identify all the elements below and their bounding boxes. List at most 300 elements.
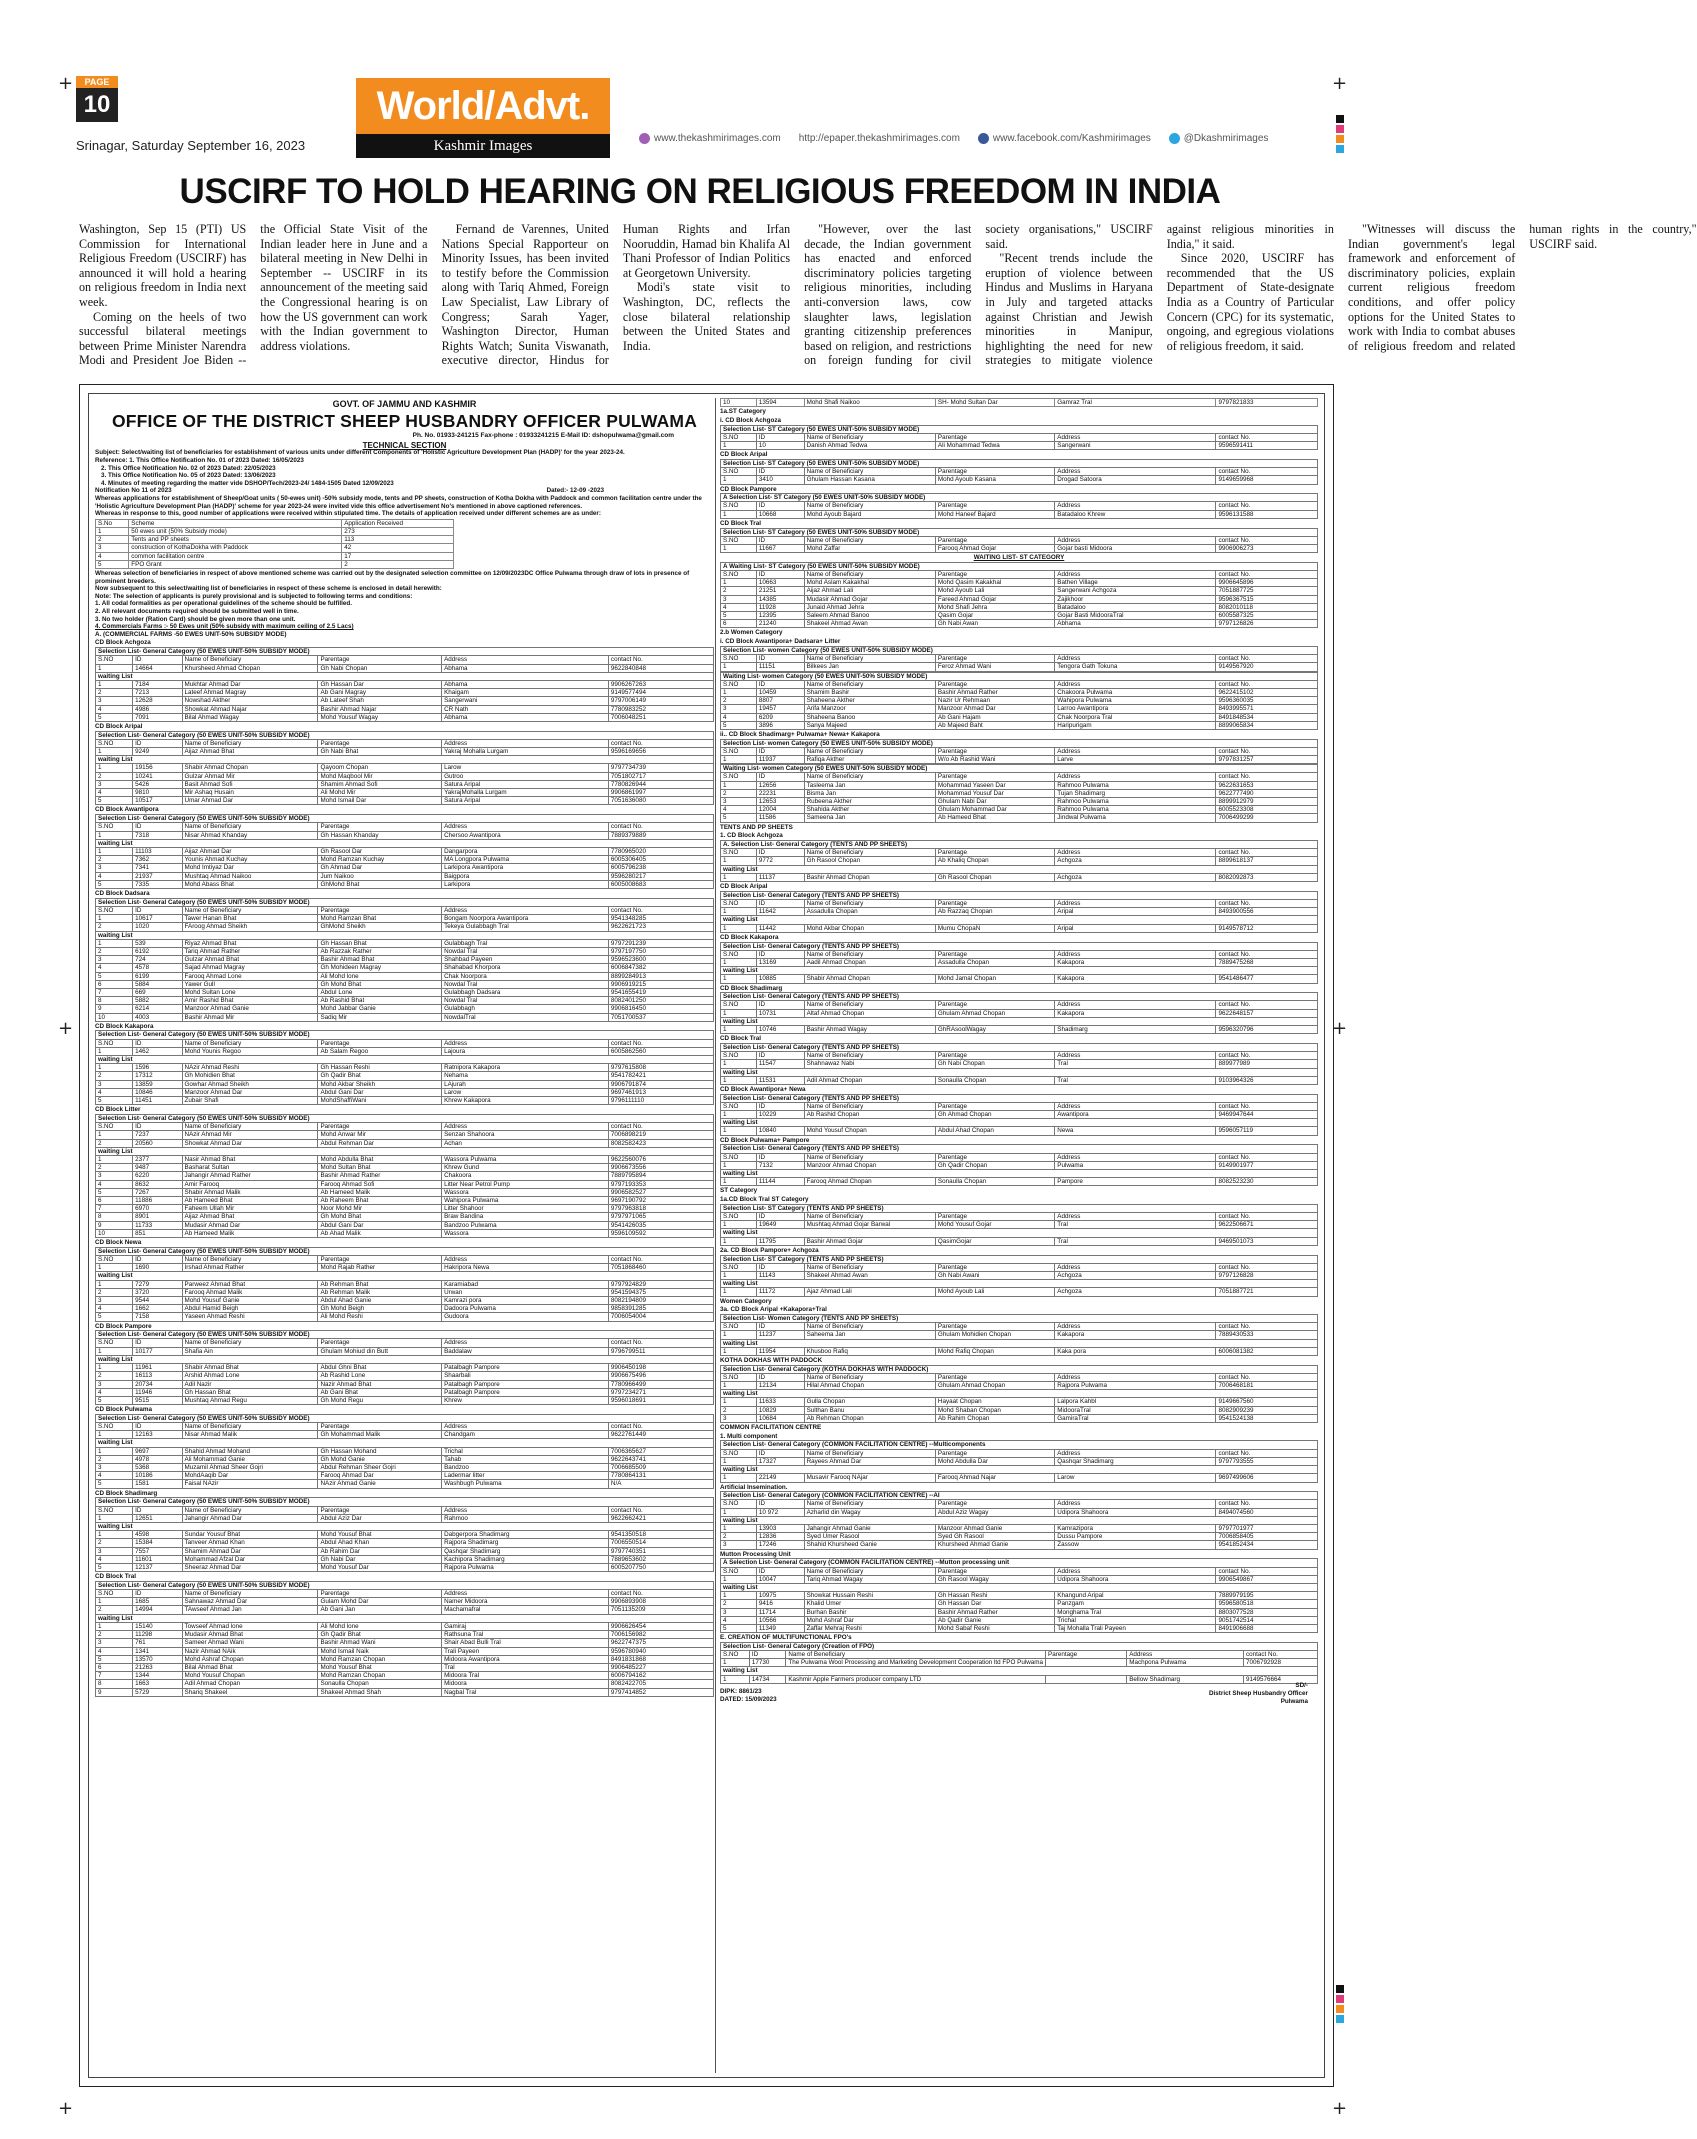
table-cell: S.NO — [721, 502, 757, 510]
table-cell: 8082092873 — [1216, 873, 1318, 881]
table-row — [721, 1608, 1318, 1616]
table-cell: 9797793555 — [1216, 1457, 1318, 1465]
table-cell: Name of Beneficiary — [804, 502, 935, 510]
table-cell: Ab Lateef Shah — [318, 697, 442, 705]
table-cell: 1 — [96, 528, 129, 536]
table-cell: Gamraz Tral — [1055, 399, 1216, 407]
table-caption-row — [96, 1031, 714, 1039]
table-cell: Ab Rahim Dar — [318, 1547, 442, 1555]
table-cell: 9596057119 — [1216, 1127, 1318, 1135]
table-cell: Manzoor Ahmad Dar — [935, 705, 1054, 713]
table-cell: Qashqar Shadimarg — [1055, 1457, 1216, 1465]
waiting-list-label: waiting List — [721, 1068, 1318, 1076]
table-cell: 4 — [96, 1472, 133, 1480]
cd-block — [720, 934, 1318, 984]
block-title: CD Block Aripal — [720, 451, 768, 459]
table-cell: 7051135209 — [608, 1606, 713, 1614]
waiting-list-row — [721, 1583, 1318, 1591]
table-cell: ID — [133, 823, 182, 831]
table-header-row — [721, 1001, 1318, 1009]
table-cell: Burhan Bashir — [804, 1608, 935, 1616]
table-cell: Parentage — [935, 1449, 1054, 1457]
table-row — [96, 1213, 714, 1221]
waiting-list-heading: WAITING LIST- ST CATEGORY — [973, 554, 1065, 562]
table-cell: 669 — [133, 988, 182, 996]
table-row — [96, 664, 714, 672]
table-cell: ID — [756, 899, 804, 907]
table-cell: 5729 — [133, 1688, 182, 1696]
beneficiary-table — [720, 992, 1318, 1034]
table-cell: Shair Abad Bulli Tral — [442, 1639, 609, 1647]
cd-block — [720, 1634, 1318, 1684]
block-title: Mutton Processing Unit — [720, 1550, 791, 1558]
table-cell: Ghulam Ahmad Chopan — [935, 1009, 1054, 1017]
table-caption-row — [96, 1581, 714, 1589]
table-cell: Address — [1055, 680, 1216, 688]
table-cell: ID — [756, 536, 804, 544]
table-cell: contact No. — [1216, 1500, 1318, 1508]
table-row — [96, 1396, 714, 1404]
table-cell: Name of Beneficiary — [804, 1213, 935, 1221]
table-cell: 1 — [721, 1382, 757, 1390]
table-cell: Nowshad Akther — [182, 697, 318, 705]
waiting-list-row — [96, 1439, 714, 1447]
table-row — [721, 1111, 1318, 1119]
table-cell: 9858391285 — [608, 1305, 713, 1313]
table-cell: Larroo Awantipora — [1055, 705, 1216, 713]
table-cell: ID — [756, 502, 804, 510]
table-cell: S.NO — [721, 950, 757, 958]
condition: 1. All codal formalities as per operational guidelines of the scheme should be fulfilled. — [95, 600, 352, 608]
table-cell: Ghulam Mohiud din Butt — [318, 1347, 442, 1355]
table-cell: 9772 — [756, 857, 804, 865]
table-cell: Name of Beneficiary — [804, 899, 935, 907]
table-cell: Mohd Anwar Mir — [318, 1131, 442, 1139]
beneficiary-table — [720, 1144, 1318, 1186]
cd-block — [95, 1573, 714, 1697]
table-cell: ID — [749, 1651, 785, 1659]
table-cell: Abdul Gani Dar — [318, 1221, 442, 1229]
table-cell: Ali Mohammad Tedwa — [935, 442, 1054, 450]
table-cell: Gamiraj — [442, 1622, 609, 1630]
table-cell: Rafiqa Akther — [804, 756, 935, 764]
table-cell: Shabir Ahmad Chopan — [804, 975, 935, 983]
signature-line: Pulwama — [1280, 1697, 1308, 1705]
table-row — [96, 680, 714, 688]
table-cell: 4598 — [133, 1531, 182, 1539]
table-cell: 3 — [721, 705, 757, 713]
table-cell: Ab Rehman Chopan — [804, 1414, 935, 1422]
table-row — [96, 1464, 714, 1472]
table-header-row — [96, 1039, 714, 1047]
table-caption-row — [96, 648, 714, 656]
table-cell: 7 — [96, 1672, 133, 1680]
table-cell: 9622621723 — [608, 923, 713, 931]
table-cell: Gh Hassan Bhat — [182, 1388, 318, 1396]
epaper-link[interactable]: http://epaper.thekashmirimages.com — [798, 133, 960, 145]
table-cell: 11601 — [133, 1555, 182, 1563]
table-cell: contact No. — [1244, 1651, 1318, 1659]
table-cell: Name of Beneficiary — [804, 1052, 935, 1060]
table-cell: Mumu ChopaN — [935, 924, 1054, 932]
table-cell: 3 — [721, 595, 757, 603]
section-subtitle: Kashmir Images — [356, 134, 610, 158]
cd-block — [95, 1406, 714, 1489]
table-cell: Noor Mohd Mir — [318, 1205, 442, 1213]
beneficiary-table — [95, 1247, 714, 1322]
selection-caption: Selection List- General Category (Creation of FPO) — [721, 1642, 1318, 1650]
table-cell: 1 — [96, 664, 133, 672]
table-cell: Saleem Ahmad Banoo — [804, 612, 935, 620]
headline: USCIRF TO HOLD HEARING ON RELIGIOUS FREEDOM IN INDIA — [179, 172, 1221, 211]
table-cell: 7006685509 — [608, 1464, 713, 1472]
cd-block — [720, 672, 1318, 730]
table-caption-row — [721, 1094, 1318, 1102]
table-cell: Address — [1055, 1500, 1216, 1508]
table-cell: Parentage — [318, 656, 442, 664]
table-caption-row — [96, 1498, 714, 1506]
table-row — [96, 1431, 714, 1439]
table-cell: 7557 — [133, 1547, 182, 1555]
govt-heading: GOVT. OF JAMMU AND KASHMIR — [332, 399, 477, 409]
table-cell: 8491831868 — [608, 1655, 713, 1663]
table-cell: Address — [442, 1339, 609, 1347]
table-cell: Monghama Tral — [1055, 1608, 1216, 1616]
table-cell: Gojar basti Midoora — [1055, 544, 1216, 552]
category-heading: 1a.ST Category — [720, 408, 766, 416]
table-cell — [1046, 1659, 1127, 1667]
table-cell: 1 — [96, 1131, 133, 1139]
table-cell: Name of Beneficiary — [182, 1255, 318, 1263]
scheme-table — [95, 519, 454, 569]
facebook-link[interactable]: www.facebook.com/Kashmirimages — [978, 133, 1151, 144]
table-cell: 7006499299 — [1216, 814, 1318, 822]
table-cell: 1 — [96, 1156, 133, 1164]
table-cell: S.No — [96, 519, 129, 527]
table-cell: Address — [1055, 1567, 1216, 1575]
table-cell: 9622415102 — [1216, 688, 1318, 696]
table-cell: Kamrazipora — [1055, 1525, 1216, 1533]
globe-icon — [639, 133, 650, 144]
table-cell: Mohd Maqbool Mir — [318, 772, 442, 780]
page-number: 10 — [76, 88, 118, 122]
beneficiary-table — [95, 814, 714, 889]
table-row — [96, 1606, 714, 1614]
table-row — [721, 612, 1318, 620]
table-cell: Abdul Rehman Sheer Gojri — [318, 1464, 442, 1472]
table-cell: ID — [133, 1255, 182, 1263]
table-cell: Mohd Ramzan Kuchay — [318, 856, 442, 864]
table-cell: Nazir Ahmad Bhat — [318, 1380, 442, 1388]
table-cell: Manzoor Ahmad Ganie — [182, 1005, 318, 1013]
table-row — [96, 748, 714, 756]
table-cell: Mohd Rajab Rather — [318, 1264, 442, 1272]
table-cell: 1 — [96, 1280, 133, 1288]
table-cell: GhRAsoolWagay — [935, 1026, 1054, 1034]
table-cell: 4986 — [133, 705, 182, 713]
cd-block — [720, 520, 1318, 562]
table-cell: Rubeena Akther — [804, 798, 935, 806]
table-row — [96, 972, 714, 980]
table-row — [96, 1364, 714, 1372]
cd-block — [720, 1086, 1318, 1136]
table-cell: Gojar Basti MidooraTral — [1055, 612, 1216, 620]
table-cell: 9541486477 — [1216, 975, 1318, 983]
table-cell: Parweez Ahmad Bhat — [182, 1280, 318, 1288]
dipk-number: DIPK: 8861/23 — [720, 1687, 762, 1695]
story-paragraph: Coming on the heels of two successful bilateral meetings between Prime Minister Narendra Modi and President Joe Biden -- the Official State Visit of the Indian leader here in June and a bilateral meeting in New Delhi in September -- USCIRF in its announcement of the meeting said the Congressional hearing is on how the US government can work with the Indian government to address violations. — [79, 222, 428, 368]
table-row — [721, 1541, 1318, 1549]
table-cell: S.NO — [721, 468, 757, 476]
table-cell: Parentage — [935, 1001, 1054, 1009]
table-cell: 10 — [756, 442, 804, 450]
table-cell: 1344 — [133, 1672, 182, 1680]
website-link[interactable]: www.thekashmirimages.com — [639, 133, 781, 144]
table-cell: 4 — [96, 1388, 133, 1396]
table-cell: 9797971065 — [608, 1213, 713, 1221]
table-cell: Name of Beneficiary — [804, 773, 935, 781]
table-cell: 9541524138 — [1216, 1414, 1318, 1422]
table-cell: Aripal — [1055, 924, 1216, 932]
table-cell: 3 — [96, 1464, 133, 1472]
beneficiary-table — [720, 459, 1318, 485]
selection-caption: A Waiting List- ST Category (50 EWES UNIT-50% SUBSIDY MODE) — [721, 562, 1318, 570]
table-cell: Shahbad Payeen — [442, 956, 609, 964]
table-header-row — [721, 433, 1318, 441]
table-cell: contact No. — [1216, 1153, 1318, 1161]
table-cell: 4 — [96, 872, 133, 880]
table-cell: 2 — [96, 1539, 133, 1547]
table-cell: 5 — [96, 880, 133, 888]
table-cell: Address — [1055, 1001, 1216, 1009]
table-cell: Address — [442, 823, 609, 831]
table-cell: Parentage — [935, 536, 1054, 544]
table-cell: 9797701977 — [1216, 1525, 1318, 1533]
table-cell: Mohd Akbar Sheikh — [318, 1080, 442, 1088]
table-cell: 8901 — [133, 1213, 182, 1221]
table-cell: Trichal — [1055, 1616, 1216, 1624]
table-cell: ID — [756, 468, 804, 476]
table-cell: 1 — [721, 924, 757, 932]
block-title: 3a. CD Block Aripal +Kakapora+Tral — [720, 1306, 827, 1314]
table-cell: Showkat Ahmad Dar — [182, 1139, 318, 1147]
table-row — [96, 1197, 714, 1205]
table-cell: 3 — [96, 1639, 133, 1647]
table-cell: 7051887721 — [1216, 1288, 1318, 1296]
block-title: ii.. CD Block Shadimarg+ Pulwama+ Newa+ Kakapora — [720, 730, 880, 738]
table-cell: Address — [1127, 1651, 1244, 1659]
table-row — [96, 1639, 714, 1647]
table-cell: 10746 — [756, 1026, 804, 1034]
table-cell: 1 — [721, 442, 757, 450]
table-cell: Tawer Hanan Bhat — [182, 915, 318, 923]
story-paragraph: Modi's state visit to Washington, DC, reflects the close bilateral relationship between the United States and India. — [622, 280, 791, 353]
table-cell: 10840 — [756, 1127, 804, 1135]
table-cell: Nowdal Tral — [442, 947, 609, 955]
table-cell: Gh Hassan Khanday — [318, 831, 442, 839]
table-cell: Jum Naikoo — [318, 872, 442, 880]
table-cell: 9 — [96, 1688, 133, 1696]
table-cell: ID — [756, 1263, 804, 1271]
table-cell: Parentage — [935, 680, 1054, 688]
table-cell: contact No. — [608, 823, 713, 831]
table-cell: contact No. — [1216, 773, 1318, 781]
category-heading: E. CREATION OF MULTIFUNCTIONAL FPO's — [720, 1634, 852, 1642]
table-row — [721, 814, 1318, 822]
waiting-list-row — [721, 1339, 1318, 1347]
table-cell: Mohd Shaban Chopan — [935, 1406, 1054, 1414]
waiting-list-label: waiting List — [721, 1017, 1318, 1025]
table-row — [96, 1647, 714, 1655]
table-cell: contact No. — [1216, 468, 1318, 476]
table-cell: 9797234271 — [608, 1388, 713, 1396]
condition: 4. Commercials Farms :- 50 Ewes unit (50% subsidy with maximum ceiling of 2.5 Lacs) — [95, 623, 354, 631]
table-cell: contact No. — [1216, 502, 1318, 510]
table-header-row — [721, 1651, 1318, 1659]
table-cell: S.NO — [721, 536, 757, 544]
table-row — [721, 688, 1318, 696]
notification-date: Dated:- 12-09 -2023 — [546, 487, 604, 495]
table-cell: Sulthan Banu — [804, 1406, 935, 1414]
table-row — [96, 1229, 714, 1237]
table-cell: Shabir Ahmad Bhat — [182, 1364, 318, 1372]
table-cell: Chak Noorpora — [442, 972, 609, 980]
table-cell: 2 — [96, 772, 133, 780]
table-cell: Mohd Yousuf Ganie — [182, 1296, 318, 1304]
beneficiary-table — [95, 898, 714, 1022]
table-cell: 7051700537 — [608, 1013, 713, 1021]
reference: Reference: 1. This Office Notification No. 01 of 2023 Dated: 16/05/2023 — [95, 457, 304, 464]
table-cell: 11143 — [756, 1271, 804, 1279]
beneficiary-table — [720, 1558, 1318, 1633]
table-cell: 7279 — [133, 1280, 182, 1288]
selection-caption: Waiting List- women Category (50 EWES UNIT-50% SUBSIDY MODE) — [721, 765, 1318, 773]
table-cell: Aijaz Ahmad Dar — [182, 848, 318, 856]
table-cell: MohdShaffiWani — [318, 1097, 442, 1105]
table-row — [96, 939, 714, 947]
table-cell: Larow — [442, 1088, 609, 1096]
waiting-list-label: waiting List — [721, 967, 1318, 975]
table-cell: Ghulam Mohammad Dar — [935, 806, 1054, 814]
table-cell: Mohd Qasim Kakakhal — [935, 579, 1054, 587]
table-header-row — [721, 773, 1318, 781]
table-cell: 9541782421 — [608, 1072, 713, 1080]
table-cell: 10975 — [756, 1592, 804, 1600]
table-row — [721, 798, 1318, 806]
category-heading: A. (COMMERCIAL FARMS -50 EWES UNIT-50% SUBSIDY MODE) — [95, 630, 287, 638]
table-cell: Gh Hassan Dar — [935, 1600, 1054, 1608]
table-cell: 1341 — [133, 1647, 182, 1655]
table-cell: 3 — [721, 798, 757, 806]
waiting-list-row — [721, 1667, 1318, 1675]
table-cell: contact No. — [608, 739, 713, 747]
table-row — [96, 1547, 714, 1555]
table-row — [721, 975, 1318, 983]
table-cell: 10241 — [133, 772, 182, 780]
waiting-list-label: waiting List — [96, 1147, 714, 1155]
table-row — [96, 1156, 714, 1164]
table-cell: Patalbagh Pampore — [442, 1380, 609, 1388]
selection-caption: Selection List- General Category (TENTS AND PP SHEETS) — [721, 1043, 1318, 1051]
table-cell: Gh Nabi Chopan — [935, 1060, 1054, 1068]
table-cell: Nazir Ahmad NAik — [182, 1647, 318, 1655]
table-cell: 8082401250 — [608, 997, 713, 1005]
table-cell: Address — [1055, 950, 1216, 958]
registration-mark: + — [1332, 73, 1348, 94]
reference: 3. This Office Notification No. 05 of 2023 Dated: 13/06/2023 — [101, 472, 276, 480]
table-cell: 7362 — [133, 856, 182, 864]
table-cell: Parentage — [318, 823, 442, 831]
table-cell: 1 — [96, 764, 133, 772]
cd-block — [720, 1137, 1318, 1187]
table-cell: 8 — [96, 1213, 133, 1221]
table-cell: 6005523308 — [1216, 806, 1318, 814]
table-cell: The Pulwama Wool Processing and Marketing Development Cooperation ltd FPO Pulwama — [786, 1659, 1046, 1667]
table-cell: 9469501073 — [1216, 1237, 1318, 1245]
table-cell: Mohd Yousuf Dar — [318, 1563, 442, 1571]
waiting-list-label: waiting List — [96, 931, 714, 939]
table-cell: Tengora Gath Tokuna — [1055, 663, 1216, 671]
table-row — [721, 1009, 1318, 1017]
table-cell: 6970 — [133, 1205, 182, 1213]
table-cell: FPO Grant — [129, 560, 342, 568]
category-heading: Women Category — [720, 1297, 772, 1305]
table-cell: Name of Beneficiary — [182, 1339, 318, 1347]
table-cell: 6005796238 — [608, 864, 713, 872]
twitter-link[interactable]: @Dkashmirimages — [1169, 133, 1269, 144]
table-cell: 11954 — [756, 1347, 804, 1355]
table-row — [721, 1237, 1318, 1245]
table-cell: LAjurah — [442, 1080, 609, 1088]
table-cell: 7006054004 — [608, 1313, 713, 1321]
table-cell: 5 — [96, 797, 133, 805]
story-paragraph: "Recent trends include the eruption of violence between Hindus and Muslims in Haryana in July and targeted attacks against Christian and Jewish minorities in Manipur, highlighting the need for new strategies to mitigate violence against religious minorities in India," it said. — [985, 222, 1334, 368]
table-cell: contact No. — [1216, 655, 1318, 663]
table-cell: 1 — [96, 680, 133, 688]
table-row — [96, 780, 714, 788]
table-cell: Mohd Ashraf Chopan — [182, 1655, 318, 1663]
cd-block — [95, 1323, 714, 1406]
table-cell: 14385 — [756, 595, 804, 603]
table-cell: 9906861997 — [608, 789, 713, 797]
table-cell: ID — [756, 571, 804, 579]
table-cell: 9469947644 — [1216, 1111, 1318, 1119]
table-caption-row — [721, 942, 1318, 950]
table-cell: 5 — [96, 1480, 133, 1488]
table-cell: QasimGojar — [935, 1237, 1054, 1245]
table-row — [96, 1663, 714, 1671]
table-cell: 1 — [721, 688, 757, 696]
table-cell: 7006468181 — [1216, 1382, 1318, 1390]
table-cell: Parentage — [935, 1102, 1054, 1110]
table-cell: contact No. — [1216, 1263, 1318, 1271]
table-cell: 9596591411 — [1216, 442, 1318, 450]
table-cell: Tral — [1055, 1060, 1216, 1068]
table-cell: Ali Mohd Mir — [318, 789, 442, 797]
table-cell: Pulwama — [1055, 1161, 1216, 1169]
table-cell: 2 — [96, 1631, 133, 1639]
table-cell: 761 — [133, 1639, 182, 1647]
table-row — [96, 1680, 714, 1688]
table-cell: 1462 — [133, 1047, 182, 1055]
table-row — [96, 1455, 714, 1463]
block-title: CD Block Pulwama — [95, 1406, 153, 1414]
table-cell: 1685 — [133, 1598, 182, 1606]
table-cell: 6 — [721, 620, 757, 628]
table-cell: contact No. — [608, 1423, 713, 1431]
table-row — [721, 697, 1318, 705]
table-cell: 1 — [721, 1331, 757, 1339]
